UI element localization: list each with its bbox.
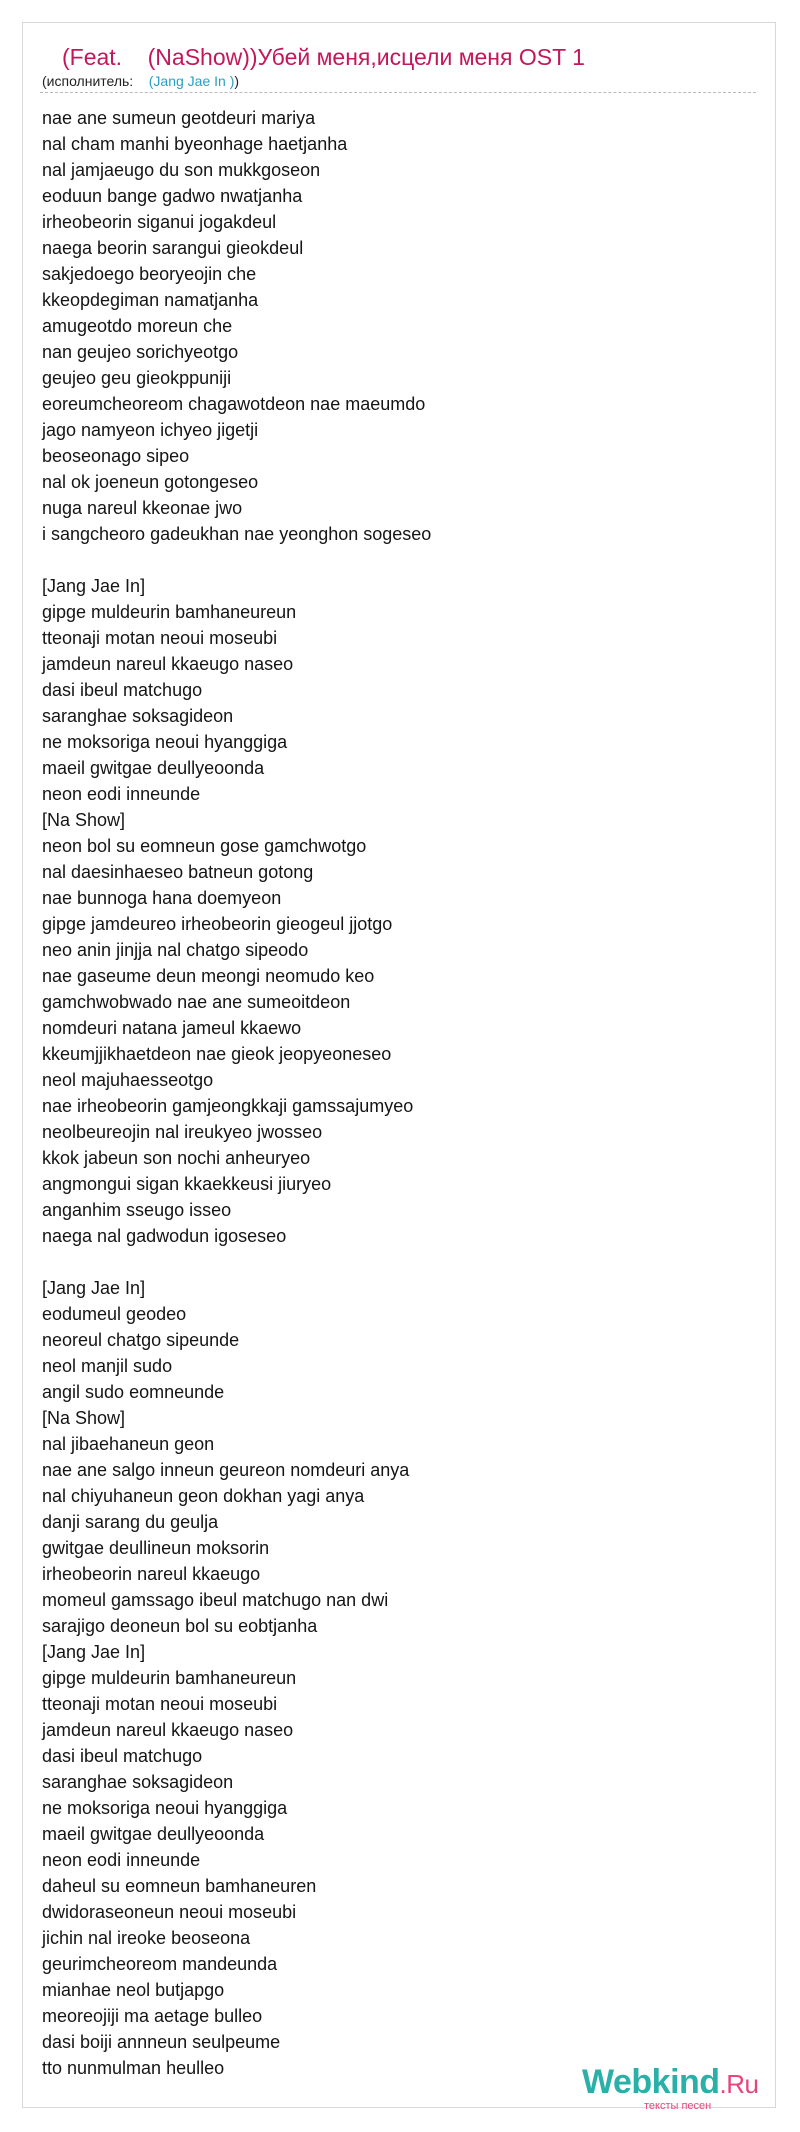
lyric-line: ne moksoriga neoui hyanggiga (42, 732, 288, 752)
lyric-line: eodumeul geodeo (42, 1304, 187, 1324)
song-title: (Feat. (NaShow))Убей меня,исцели меня OST 1 (62, 44, 585, 70)
lyric-line: nae ane salgo inneun geureon nomdeuri anya (42, 1460, 410, 1480)
lyric-line: nal daesinhaeseo batneun gotong (42, 862, 314, 882)
lyric-line: sarajigo deoneun bol su eobtjanha (42, 1616, 318, 1636)
lyric-line: tteonaji motan neoui moseubi (42, 628, 278, 648)
lyric-line: [Jang Jae In] (42, 1278, 146, 1298)
lyric-line: anganhim sseugo isseo (42, 1200, 232, 1220)
lyric-line: dasi boiji annneun seulpeume (42, 2032, 281, 2052)
lyric-line: gipge muldeurin bamhaneureun (42, 1668, 297, 1688)
logo-wordmark (582, 2062, 759, 2104)
site-logo[interactable] (582, 2062, 777, 2118)
lyric-line: nan geujeo sorichyeotgo (42, 342, 239, 362)
lyric-line: nal ok joeneun gotongeseo (42, 472, 259, 492)
lyric-line: nomdeuri natana jameul kkaewo (42, 1018, 302, 1038)
lyric-line: nae irheobeorin gamjeongkkaji gamssajumyeo (42, 1096, 414, 1116)
lyric-line: i sangcheoro gadeukhan nae yeonghon sogeseo (42, 524, 432, 544)
lyric-line: kkeopdegiman namatjanha (42, 290, 259, 310)
logo-brand: Webkind (582, 2063, 720, 2101)
lyric-line: danji sarang du geulja (42, 1512, 219, 1532)
logo-tld: .Ru (719, 2069, 759, 2099)
lyric-line: dwidoraseoneun neoui moseubi (42, 1902, 297, 1922)
lyric-line: [Na Show] (42, 1408, 126, 1428)
artist-line (42, 72, 239, 90)
artist-suffix: ) (234, 73, 240, 89)
lyric-line: amugeotdo moreun che (42, 316, 233, 336)
artist-link[interactable]: (Jang Jae In ) (148, 73, 235, 89)
lyric-line: neo anin jinjja nal chatgo sipeodo (42, 940, 309, 960)
lyric-line: kkeumjjikhaetdeon nae gieok jeopyeoneseo (42, 1044, 392, 1064)
lyric-line: irheobeorin nareul kkaeugo (42, 1564, 261, 1584)
lyric-line: eoduun bange gadwo nwatjanha (42, 186, 303, 206)
lyric-line: kkok jabeun son nochi anheuryeo (42, 1148, 311, 1168)
lyric-line: maeil gwitgae deullyeoonda (42, 1824, 265, 1844)
lyric-line: tto nunmulman heulleo (42, 2058, 225, 2078)
lyric-line: [Jang Jae In] (42, 576, 146, 596)
lyric-line: saranghae soksagideon (42, 706, 234, 726)
lyric-line: nal cham manhi byeonhage haetjanha (42, 134, 348, 154)
lyric-line: nae ane sumeun geotdeuri mariya (42, 108, 316, 128)
lyric-line: meoreojiji ma aetage bulleo (42, 2006, 263, 2026)
lyric-line: nae gaseume deun meongi neomudo keo (42, 966, 375, 986)
logo-tagline: тексты песен (644, 2100, 712, 2112)
lyric-line: eoreumcheoreom chagawotdeon nae maeumdo (42, 394, 426, 414)
lyrics-body (42, 105, 742, 2081)
lyric-line: saranghae soksagideon (42, 1772, 234, 1792)
lyric-line: nuga nareul kkeonae jwo (42, 498, 243, 518)
lyric-line: beoseonago sipeo (42, 446, 190, 466)
lyric-line: jamdeun nareul kkaeugo naseo (42, 654, 294, 674)
lyric-line: angil sudo eomneunde (42, 1382, 225, 1402)
lyric-line: jichin nal ireoke beoseona (42, 1928, 251, 1948)
lyric-line: neolbeureojin nal ireukyeo jwosseo (42, 1122, 323, 1142)
lyric-line: irheobeorin siganui jogakdeul (42, 212, 277, 232)
lyric-line: neon eodi inneunde (42, 1850, 201, 1870)
lyric-line: neon eodi inneunde (42, 784, 201, 804)
lyric-line: ne moksoriga neoui hyanggiga (42, 1798, 288, 1818)
lyric-line: [Jang Jae In] (42, 1642, 146, 1662)
lyric-line: dasi ibeul matchugo (42, 680, 203, 700)
lyric-line: jago namyeon ichyeo jigetji (42, 420, 259, 440)
lyric-line: angmongui sigan kkaekkeusi jiuryeo (42, 1174, 332, 1194)
lyric-line: neol manjil sudo (42, 1356, 173, 1376)
lyric-line: mianhae neol butjapgo (42, 1980, 225, 2000)
lyric-line: neoreul chatgo sipeunde (42, 1330, 240, 1350)
lyric-line: jamdeun nareul kkaeugo naseo (42, 1720, 294, 1740)
lyric-line: daheul su eomneun bamhaneuren (42, 1876, 317, 1896)
artist-prefix: (исполнитель: (42, 73, 134, 89)
lyric-line: sakjedoego beoryeojin che (42, 264, 257, 284)
lyric-line: nal jamjaeugo du son mukkgoseon (42, 160, 321, 180)
lyric-line: neol majuhaesseotgo (42, 1070, 214, 1090)
lyric-line: geurimcheoreom mandeunda (42, 1954, 278, 1974)
lyric-line: geujeo geu gieokppuniji (42, 368, 232, 388)
lyric-line: naega beorin sarangui gieokdeul (42, 238, 304, 258)
lyric-line: dasi ibeul matchugo (42, 1746, 203, 1766)
lyric-line: [Na Show] (42, 810, 126, 830)
lyric-line: gamchwobwado nae ane sumeoitdeon (42, 992, 351, 1012)
lyric-line: maeil gwitgae deullyeoonda (42, 758, 265, 778)
lyric-line (42, 547, 742, 573)
lyric-line: nal chiyuhaneun geon dokhan yagi anya (42, 1486, 365, 1506)
lyric-line: gipge jamdeureo irheobeorin gieogeul jjotgo (42, 914, 393, 934)
lyric-line: neon bol su eomneun gose gamchwotgo (42, 836, 367, 856)
lyric-line: tteonaji motan neoui moseubi (42, 1694, 278, 1714)
lyric-line: gipge muldeurin bamhaneureun (42, 602, 297, 622)
header-divider (40, 92, 756, 93)
lyric-line: nal jibaehaneun geon (42, 1434, 215, 1454)
lyric-line: gwitgae deullineun moksorin (42, 1538, 270, 1558)
lyric-line: nae bunnoga hana doemyeon (42, 888, 282, 908)
lyric-line (42, 1249, 742, 1275)
lyric-line: naega nal gadwodun igoseseo (42, 1226, 287, 1246)
lyric-line: momeul gamssago ibeul matchugo nan dwi (42, 1590, 389, 1610)
